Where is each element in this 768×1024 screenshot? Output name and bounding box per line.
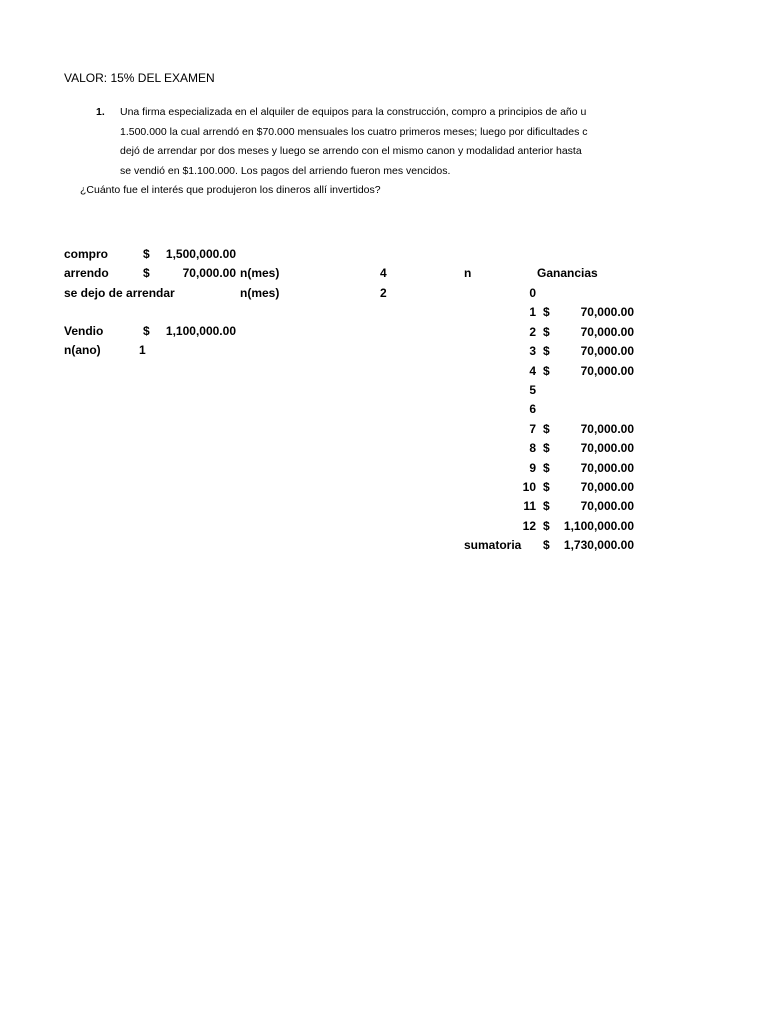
compro-value: 1,500,000.00	[165, 247, 236, 261]
problem-line: 1.500.000 la cual arrendó en $70.000 mensuales los cuatro primeros meses; luego por dificultades c	[120, 125, 588, 138]
cashflow-period: 9	[529, 461, 536, 475]
cashflow-ganancias-header: Ganancias	[537, 266, 598, 280]
cashflow-period: 1	[529, 305, 536, 319]
document-title: VALOR: 15% DEL EXAMEN	[64, 71, 215, 85]
cashflow-period: 0	[529, 286, 536, 300]
cashflow-currency: $	[543, 441, 550, 455]
problem-line: se vendió en $1.100.000. Los pagos del arriendo fueron mes vencidos.	[120, 164, 451, 177]
sedejo-n-value: 2	[380, 286, 387, 300]
cashflow-currency: $	[543, 364, 550, 378]
cashflow-currency: $	[543, 325, 550, 339]
cashflow-period: 4	[529, 364, 536, 378]
cashflow-value: 70,000.00	[580, 461, 634, 475]
problem-number: 1.	[96, 106, 105, 118]
cashflow-value: 1,100,000.00	[563, 519, 634, 533]
sum-label: sumatoria	[464, 538, 522, 552]
cashflow-currency: $	[543, 519, 550, 533]
cashflow-period: 7	[529, 422, 536, 436]
cashflow-period: 12	[522, 519, 536, 533]
cashflow-currency: $	[543, 480, 550, 494]
sum-currency: $	[543, 538, 550, 552]
arrendo-currency: $	[143, 266, 150, 280]
cashflow-currency: $	[543, 461, 550, 475]
arrendo-n-value: 4	[380, 266, 387, 280]
cashflow-period: 10	[522, 480, 536, 494]
cashflow-period: 8	[529, 441, 536, 455]
cashflow-value: 70,000.00	[580, 499, 634, 513]
sedejo-n-label: n(mes)	[240, 286, 280, 300]
sedejo-label: se dejo de arrendar	[64, 286, 175, 300]
arrendo-n-label: n(mes)	[240, 266, 280, 280]
problem-question: ¿Cuánto fue el interés que produjeron los dineros allí invertidos?	[80, 184, 381, 196]
cashflow-value: 70,000.00	[580, 422, 634, 436]
cashflow-value: 70,000.00	[580, 441, 634, 455]
vendio-currency: $	[143, 324, 150, 338]
cashflow-value: 70,000.00	[580, 305, 634, 319]
nano-value: 1	[139, 343, 146, 357]
compro-label: compro	[64, 247, 109, 261]
cashflow-period: 6	[529, 402, 536, 416]
nano-label: n(ano)	[64, 343, 101, 357]
cashflow-currency: $	[543, 344, 550, 358]
cashflow-value: 70,000.00	[580, 325, 634, 339]
vendio-value: 1,100,000.00	[165, 324, 236, 338]
vendio-label: Vendio	[64, 324, 104, 338]
compro-currency: $	[143, 247, 150, 261]
cashflow-currency: $	[543, 305, 550, 319]
arrendo-value: 70,000.00	[182, 266, 236, 280]
sum-value: 1,730,000.00	[563, 538, 634, 552]
cashflow-value: 70,000.00	[580, 344, 634, 358]
problem-statement	[96, 103, 638, 181]
problem-line: dejó de arrendar por dos meses y luego se arrendo con el mismo canon y modalidad anterior hasta	[120, 145, 582, 157]
cashflow-period: 2	[529, 325, 536, 339]
cashflow-currency: $	[543, 499, 550, 513]
cashflow-currency: $	[543, 422, 550, 436]
cashflow-value: 70,000.00	[580, 364, 634, 378]
cashflow-period: 11	[523, 499, 536, 513]
cashflow-period: 3	[529, 344, 536, 358]
problem-line: Una firma especializada en el alquiler de equipos para la construcción, compro a principios de año u	[120, 106, 587, 118]
arrendo-label: arrendo	[64, 266, 109, 280]
cashflow-value: 70,000.00	[580, 480, 634, 494]
cashflow-n-header: n	[464, 266, 472, 280]
cashflow-period: 5	[529, 383, 536, 397]
